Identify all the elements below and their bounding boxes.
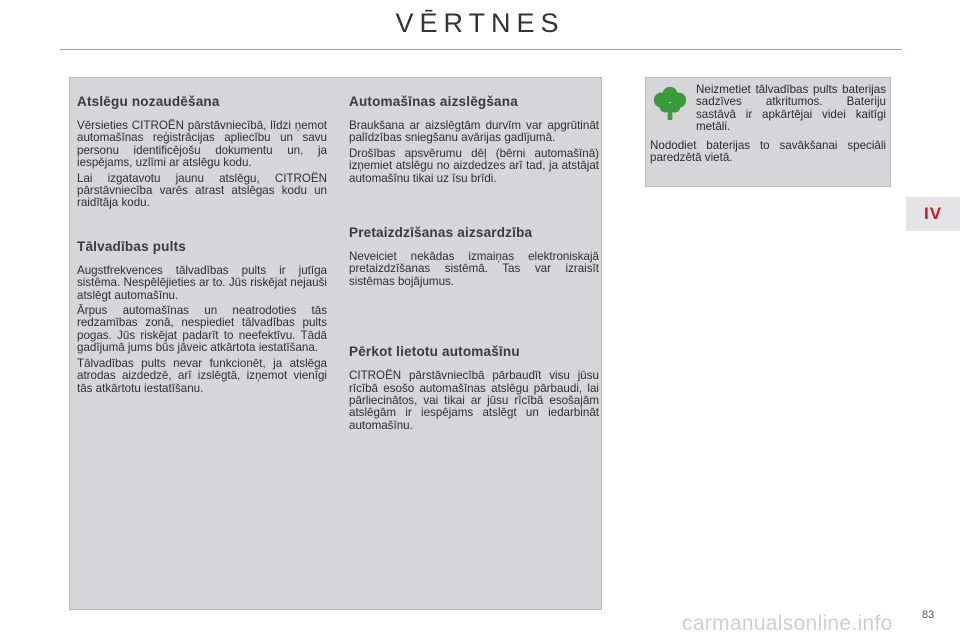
section-anti-theft <box>349 225 599 288</box>
paragraph: Tālvadības pults nevar funkcionēt, ja atslēga atrodas aizdedzē, arī izslēgtā, izņemot vienīgi tās atkārtotu iestatīšanu. <box>77 356 327 395</box>
paragraph: Augstfrekvences tālvadības pults ir jutīga sistēma. Nespēlējieties ar to. Jūs riskējat nejauši atslēgt automašīnu. <box>77 263 327 302</box>
eco-note-text: Neizmetiet tālvadības pults baterijas sadzīves atkritumos. Bateriju sastāvā ir apkārtējai videi kaitīgi metāli. <box>696 83 886 134</box>
paragraph: Neveiciet nekādas izmaiņas elektroniskajā pretaizdzīšanas sistēmā. Tas var izraisīt sistēmas bojājumus. <box>349 250 599 288</box>
eco-note-instruction: Nododiet baterijas to savākšanai speciāli paredzētā vietā. <box>650 139 886 165</box>
watermark: carmanualsonline.info <box>682 612 893 635</box>
left-column <box>77 94 327 398</box>
main-info-panel <box>69 77 602 610</box>
section-remote-control <box>77 239 327 395</box>
chapter-tab: IV <box>906 197 960 231</box>
tree-icon <box>651 84 689 122</box>
page-title: VĒRTNES <box>395 8 565 38</box>
paragraph: Lai izgatavotu jaunu atslēgu, CITROËN pārstāvniecība varēs atrast atslēgas kodu un raidītāja kodu. <box>77 171 327 210</box>
section-locking <box>349 94 599 185</box>
section-used-car <box>349 344 599 432</box>
section-heading: Pērkot lietotu automašīnu <box>349 344 520 360</box>
section-heading: Atslēgu nozaudēšana <box>77 94 220 109</box>
section-heading: Tālvadības pults <box>77 238 186 254</box>
paragraph: Vērsieties CITROËN pārstāvniecībā, līdzi ņemot automašīnas reģistrācijas apliecību un savu personu identificējošu dokumentu un, ja iespējams, uzlīmi ar atslēgu kodu. <box>77 119 327 170</box>
section-lost-keys <box>77 94 327 210</box>
title-divider <box>60 49 902 50</box>
section-heading: Pretaizdzīšanas aizsardzība <box>349 225 533 241</box>
paragraph: Drošības apsvērumu dēļ (bērni automašīnā) izņemiet atslēgu no aizdedzes arī tad, ja atstājat automašīnu tikai uz īsu brīdi. <box>349 146 599 185</box>
paragraph: CITROËN pārstāvniecībā pārbaudīt visu jūsu rīcībā esošo automašīnas atslēgu pārbaudi, lai pārliecinātos, vai tikai ar jūsu rīcībā esošajām atslēgām ir iespējams atslēgt un iedarbināt automašīnu. <box>349 369 599 432</box>
page-number: 83 <box>922 609 935 621</box>
section-heading: Automašīnas aizslēgšana <box>349 94 518 109</box>
eco-note-panel <box>645 77 891 187</box>
paragraph: Braukšana ar aizslēgtām durvīm var apgrūtināt palīdzības sniegšanu avārijas gadījumā. <box>349 119 599 145</box>
paragraph: Ārpus automašīnas un neatrodoties tās redzamības zonā, nespiediet tālvadības pults pogas. Jūs riskējat padarīt to neefektīvu. Tādā gadījumā jums būs jāveic atkārtota iestatīšana. <box>77 304 327 355</box>
right-column <box>349 94 599 435</box>
